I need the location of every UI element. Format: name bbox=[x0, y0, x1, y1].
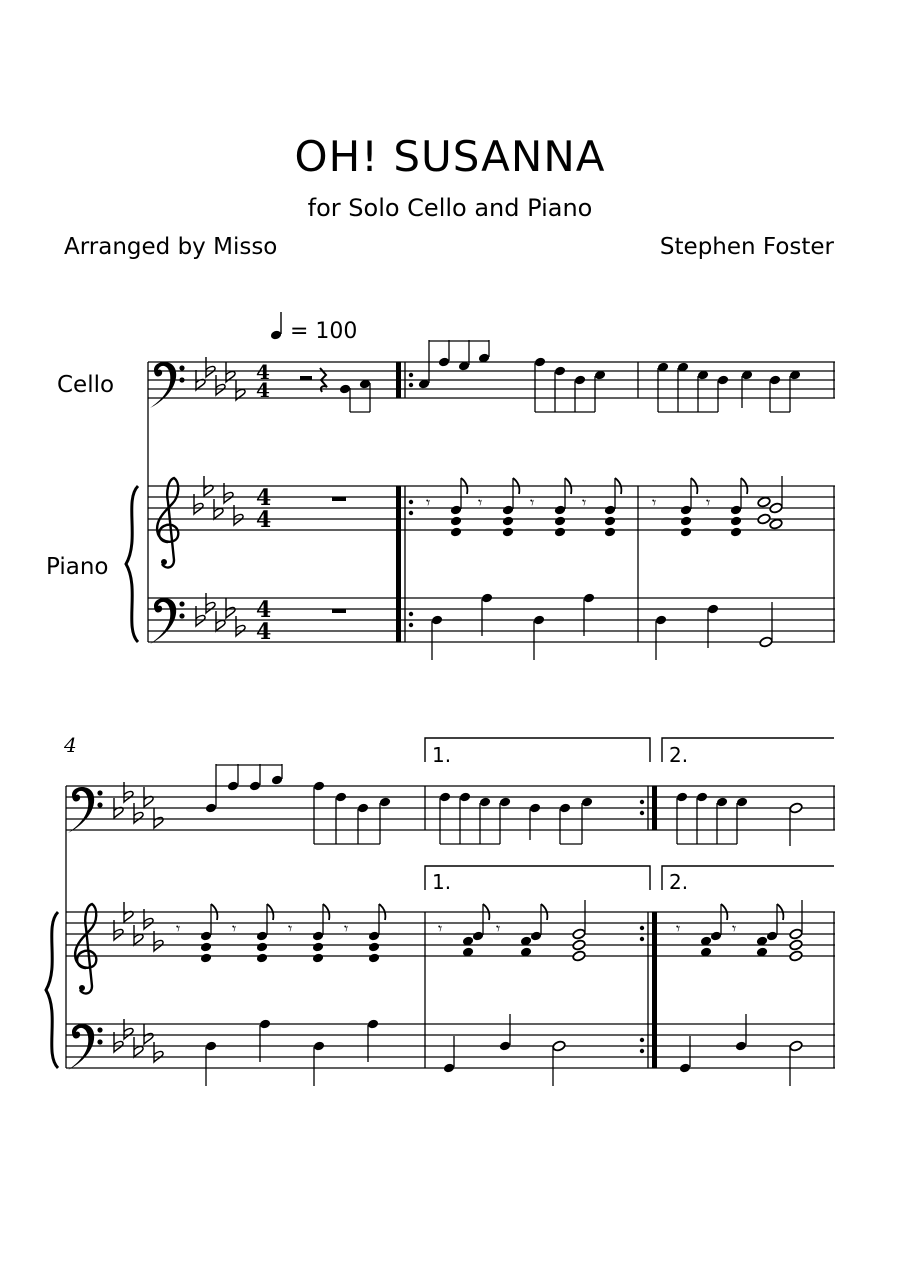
quarter-note-icon bbox=[270, 312, 283, 341]
svg-text:𝄾: 𝄾 bbox=[706, 493, 711, 512]
key-signature bbox=[114, 782, 163, 828]
svg-text:4: 4 bbox=[256, 378, 270, 402]
svg-text:𝄾: 𝄾 bbox=[176, 919, 181, 938]
svg-text:𝄾: 𝄾 bbox=[582, 493, 587, 512]
system-1 bbox=[126, 340, 835, 660]
cello-staff-2 bbox=[66, 786, 835, 830]
whole-rest bbox=[332, 609, 346, 613]
svg-text:4: 4 bbox=[256, 360, 270, 384]
svg-text:𝄾: 𝄾 bbox=[496, 919, 501, 938]
arranger-credit: Arranged by Misso bbox=[64, 234, 278, 260]
piano-bass-measure-6 bbox=[679, 1014, 803, 1086]
piano-bass-staff-2 bbox=[66, 1024, 835, 1068]
time-signature bbox=[256, 360, 271, 645]
score-subtitle: for Solo Cello and Piano bbox=[307, 194, 593, 222]
svg-text:𝄾: 𝄾 bbox=[426, 493, 431, 512]
piano-bass-measure-4 bbox=[205, 1018, 380, 1086]
piano-brace bbox=[126, 486, 138, 642]
svg-text:4: 4 bbox=[256, 597, 272, 623]
whole-rest bbox=[332, 497, 346, 501]
svg-text:4: 4 bbox=[256, 485, 272, 511]
half-rest bbox=[300, 376, 312, 380]
key-signature bbox=[194, 476, 243, 525]
key-signature bbox=[196, 357, 245, 400]
svg-text:𝄾: 𝄾 bbox=[478, 493, 483, 512]
measure-number: 4 bbox=[64, 733, 77, 757]
system-2 bbox=[46, 738, 835, 1086]
piano-brace bbox=[46, 912, 58, 1068]
svg-text:1.: 1. bbox=[432, 743, 452, 767]
svg-text:4: 4 bbox=[256, 507, 272, 533]
key-signature bbox=[196, 593, 245, 636]
repeat-end-barline bbox=[640, 786, 657, 1068]
treble-clef-icon bbox=[157, 478, 178, 567]
tempo-marking bbox=[270, 312, 358, 344]
svg-text:𝄾: 𝄾 bbox=[676, 919, 681, 938]
cello-staff-1 bbox=[148, 362, 835, 398]
volta-brackets bbox=[425, 738, 834, 894]
bass-clef-icon bbox=[68, 1024, 103, 1070]
svg-text:2.: 2. bbox=[669, 743, 689, 767]
measure-4-cello bbox=[205, 764, 392, 844]
svg-text:2.: 2. bbox=[669, 870, 689, 894]
svg-text:𝄾: 𝄾 bbox=[652, 493, 657, 512]
svg-text:𝄾: 𝄾 bbox=[232, 919, 237, 938]
svg-text:1.: 1. bbox=[432, 870, 452, 894]
score-title: OH! SUSANNA bbox=[294, 132, 606, 181]
piano-label: Piano bbox=[46, 554, 109, 580]
key-signature bbox=[114, 902, 163, 951]
treble-clef-icon bbox=[75, 904, 96, 993]
cello-label: Cello bbox=[57, 372, 115, 398]
composer-credit: Stephen Foster bbox=[659, 234, 834, 260]
tempo-value: = 100 bbox=[290, 319, 358, 344]
svg-text:𝄾: 𝄾 bbox=[438, 919, 443, 938]
measure-2-cello bbox=[418, 340, 607, 412]
measure-5-cello bbox=[439, 791, 594, 844]
piano-chords-measure-5 bbox=[438, 900, 586, 962]
svg-text:𝄾: 𝄾 bbox=[732, 919, 737, 938]
piano-bass-measure-2 bbox=[431, 592, 596, 660]
svg-text:𝄾: 𝄾 bbox=[530, 493, 535, 512]
piano-chords-measure-3 bbox=[652, 476, 783, 538]
svg-text:𝄾: 𝄾 bbox=[288, 919, 293, 938]
bass-clef-icon bbox=[150, 598, 185, 644]
key-signature bbox=[114, 1019, 163, 1062]
piano-chords-measure-6 bbox=[676, 900, 803, 962]
bass-clef-icon bbox=[68, 787, 103, 833]
svg-text:𝄾: 𝄾 bbox=[344, 919, 349, 938]
piano-bass-staff-1 bbox=[148, 598, 835, 642]
eighth-note-pair bbox=[339, 378, 372, 412]
measure-3-cello bbox=[657, 361, 802, 412]
repeat-start-barline bbox=[396, 362, 413, 642]
piano-bass-measure-5 bbox=[443, 1014, 566, 1086]
svg-text:4: 4 bbox=[256, 619, 272, 645]
bass-clef-icon bbox=[150, 362, 185, 408]
